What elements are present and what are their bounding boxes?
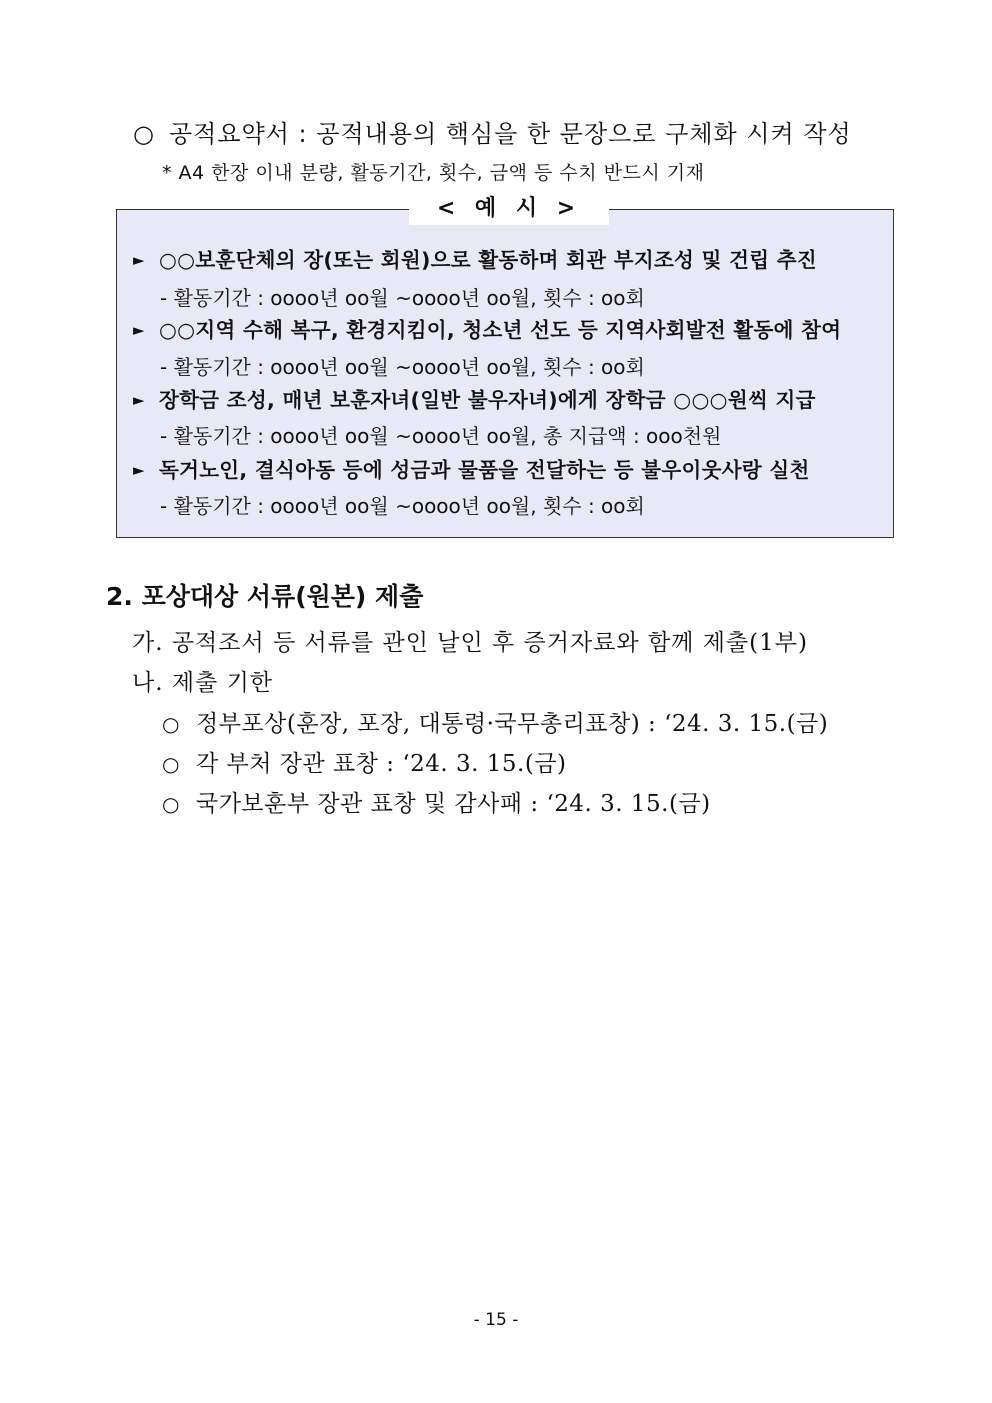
example-item-period: - 활동기간 : oooo년 oo월 ~oooo년 oo월, 횟수 : oo회 [160,355,645,379]
deadline-item [162,705,828,738]
submission-item-ga: 가. 공적조서 등 서류를 관인 날인 후 증거자료와 함께 제출(1부) [132,630,808,656]
example-item [133,383,816,413]
circle-bullet-icon: ○ [162,712,180,736]
deadline-text: 국가보훈부 장관 표창 및 감사패 : ‘24. 3. 15.(금) [196,791,711,817]
deadline-item [162,785,711,818]
summary-note: * A4 한장 이내 분량, 활동기간, 횟수, 금액 등 수치 반드시 기재 [162,162,705,184]
summary-instruction [133,114,913,149]
circle-bullet-icon: ○ [133,120,155,148]
circle-bullet-icon: ○ [162,792,180,816]
example-item-period: - 활동기간 : oooo년 oo월 ~oooo년 oo월, 횟수 : oo회 [160,286,645,310]
example-item [133,243,817,273]
example-item [133,313,841,343]
deadline-item [162,745,567,778]
circle-bullet-icon: ○ [162,752,180,776]
example-item-text: ○○지역 수해 복구, 환경지킴이, 청소년 선도 등 지역사회발전 활동에 참여 [159,318,842,342]
arrow-icon: ► [133,461,145,479]
summary-instruction-text: 공적요약서 : 공적내용의 핵심을 한 문장으로 구체화 시켜 작성 [169,120,852,148]
arrow-icon: ► [133,251,145,269]
example-item [133,453,810,483]
deadline-text: 정부포상(훈장, 포장, 대통령·국무총리표창) : ‘24. 3. 15.(금) [196,711,829,737]
example-title: < 예 시 > [409,193,609,225]
example-item-period: - 활동기간 : oooo년 oo월 ~oooo년 oo월, 횟수 : oo회 [160,494,645,518]
arrow-icon: ► [133,391,145,409]
example-item-period: - 활동기간 : oooo년 oo월 ~oooo년 oo월, 총 지급액 : ooo천원 [160,424,722,448]
section-title: 2. 포상대상 서류(원본) 제출 [106,582,424,611]
submission-item-na: 나. 제출 기한 [132,670,274,696]
deadline-text: 각 부처 장관 표창 : ‘24. 3. 15.(금) [196,751,567,777]
example-item-text: 독거노인, 결식아동 등에 성금과 물품을 전달하는 등 불우이웃사랑 실천 [159,458,810,482]
page-number: - 15 - [473,1310,519,1330]
arrow-icon: ► [133,321,145,339]
example-item-text: 장학금 조성, 매년 보훈자녀(일반 불우자녀)에게 장학금 ○○○원씩 지급 [159,388,816,412]
example-item-text: ○○보훈단체의 장(또는 회원)으로 활동하며 회관 부지조성 및 건립 추진 [159,248,817,272]
